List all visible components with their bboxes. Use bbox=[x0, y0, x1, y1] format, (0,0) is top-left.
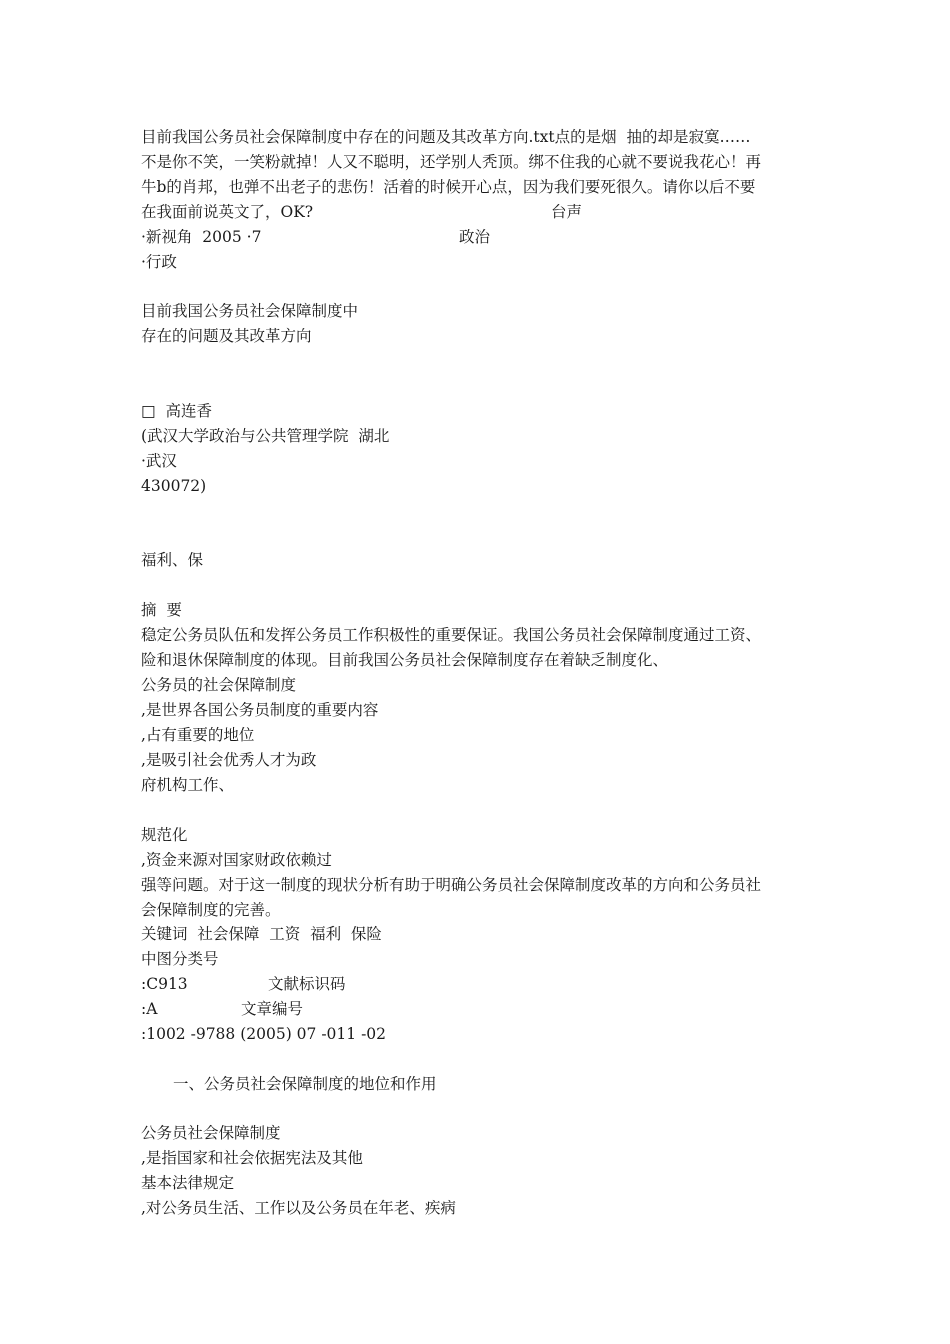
abstract-line: 强等问题。对于这一制度的现状分析有助于明确公务员社会保障制度改革的方向和公务员社 bbox=[141, 876, 762, 894]
keywords: 关键词 社会保障 工资 福利 保险 bbox=[141, 925, 382, 943]
source-info: ·新视角 2005 ·7 bbox=[141, 228, 262, 246]
abstract-line: 府机构工作、 bbox=[141, 776, 235, 794]
author-affiliation-3: 430072) bbox=[141, 477, 207, 495]
header-line-3: 牛b的肖邦，也弹不出老子的悲伤！活着的时候开心点，因为我们要死很久。请你以后不要 bbox=[141, 178, 756, 196]
abstract-line: ,是世界各国公务员制度的重要内容 bbox=[141, 701, 379, 719]
author-affiliation-2: ·武汉 bbox=[141, 452, 177, 470]
abstract-line: 稳定公务员队伍和发挥公务员工作积极性的重要保证。我国公务员社会保障制度通过工资、 bbox=[141, 626, 762, 644]
doc-id-label: 文献标识码 bbox=[268, 975, 346, 993]
body-line: ,对公务员生活、工作以及公务员在年老、疾病 bbox=[141, 1199, 456, 1217]
article-number-label: 文章编号 bbox=[241, 1000, 304, 1018]
body-line: 基本法律规定 bbox=[141, 1174, 235, 1192]
abstract-line: 险和退休保障制度的体现。目前我国公务员社会保障制度存在着缺乏制度化、 bbox=[141, 651, 669, 669]
abstract-line: 公务员的社会保障制度 bbox=[141, 676, 297, 694]
classification-code: :C913 bbox=[141, 975, 188, 993]
text-fragment: 福利、保 bbox=[141, 551, 204, 569]
article-title-line-1: 目前我国公务员社会保障制度中 bbox=[141, 302, 359, 320]
abstract-line: 规范化 bbox=[141, 826, 188, 844]
header-line-4: 在我面前说英文了，OK? bbox=[141, 203, 314, 221]
abstract-line: 会保障制度的完善。 bbox=[141, 901, 281, 919]
abstract-line: ,占有重要的地位 bbox=[141, 726, 255, 744]
author-affiliation-1: (武汉大学政治与公共管理学院 湖北 bbox=[141, 427, 390, 445]
body-line: ,是指国家和社会依据宪法及其他 bbox=[141, 1149, 363, 1167]
author-name: □ 高连香 bbox=[141, 402, 212, 420]
abstract-line: ,资金来源对国家财政依赖过 bbox=[141, 851, 332, 869]
abstract-heading: 摘 要 bbox=[141, 601, 182, 619]
article-number: :1002 -9788 (2005) 07 -011 -02 bbox=[141, 1025, 387, 1043]
header-line-2: 不是你不笑，一笑粉就掉！人又不聪明，还学别人秃顶。绑不住我的心就不要说我花心！再 bbox=[141, 153, 762, 171]
section-heading: 一、公务员社会保障制度的地位和作用 bbox=[173, 1075, 437, 1093]
header-line-1: 目前我国公务员社会保障制度中存在的问题及其改革方向.txt点的是烟 抽的却是寂寞…… bbox=[141, 128, 751, 146]
abstract-line: ,是吸引社会优秀人才为政 bbox=[141, 751, 317, 769]
journal-name: 台声 bbox=[551, 203, 583, 221]
article-title-line-2: 存在的问题及其改革方向 bbox=[141, 327, 312, 345]
classification-label: 中图分类号 bbox=[141, 950, 219, 968]
doc-id-code: :A bbox=[141, 1000, 158, 1018]
body-line: 公务员社会保障制度 bbox=[141, 1124, 281, 1142]
category-label-2: ·行政 bbox=[141, 253, 177, 271]
category-label: 政治 bbox=[459, 228, 491, 246]
